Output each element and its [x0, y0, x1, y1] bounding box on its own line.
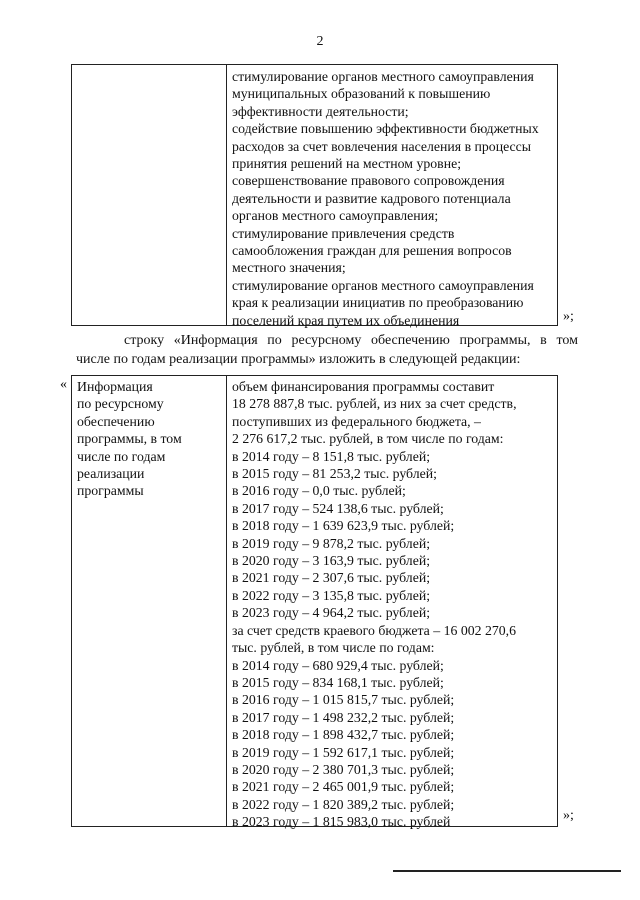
table2-text-line: в 2019 году – 1 592 617,1 тыс. рублей;: [232, 744, 455, 760]
table1-text-line: расходов за счет вовлечения населения в процессы: [232, 138, 532, 154]
table2-text-line: в 2021 году – 2 465 001,9 тыс. рублей;: [232, 779, 455, 795]
table1-text-line: органов местного самоуправления;: [232, 208, 439, 224]
table1-text-line: эффективности деятельности;: [232, 103, 409, 119]
table2-text-line: в 2020 году – 3 163,9 тыс. рублей;: [232, 553, 431, 569]
table2-text-line: в 2022 году – 1 820 389,2 тыс. рублей;: [232, 796, 455, 812]
table2-text-line: в 2017 году – 524 138,6 тыс. рублей;: [232, 500, 444, 516]
resource-provision-table: [71, 375, 558, 830]
table1-text-line: муниципальных образований к повышению: [232, 86, 491, 102]
table1-text-line: содействие повышению эффективности бюджетных: [232, 121, 539, 137]
table2-text-line: за счет средств краевого бюджета – 16 002 270,6: [232, 622, 517, 638]
table2-text-line: в 2023 году – 1 815 983,0 тыс. рублей: [232, 814, 451, 830]
table2-text-line: в 2023 году – 4 964,2 тыс. рублей;: [232, 605, 431, 621]
table1-text-line: стимулирование органов местного самоуправления: [232, 277, 534, 293]
table1-left-cell: [72, 65, 227, 325]
table1-text-line: стимулирование привлечения средств: [232, 225, 455, 241]
table2-text-line: 18 278 887,8 тыс. рублей, из них за счет средств,: [232, 396, 517, 412]
table2-label-line: программы: [77, 483, 144, 499]
table2-text-line: в 2014 году – 8 151,8 тыс. рублей;: [232, 448, 431, 464]
table2-text-line: в 2014 году – 680 929,4 тыс. рублей;: [232, 657, 444, 673]
table2-text-line: в 2016 году – 1 015 815,7 тыс. рублей;: [232, 692, 455, 708]
table2-text-line: поступивших из федерального бюджета, –: [232, 413, 481, 429]
table1-text-line: стимулирование органов местного самоуправления: [232, 69, 534, 84]
table2-text-line: в 2017 году – 1 498 232,2 тыс. рублей;: [232, 709, 455, 725]
table2-label-line: по ресурсному: [77, 396, 164, 412]
table2-label-line: реализации: [77, 466, 145, 482]
table1-text-line: края к реализации инициатив по преобразованию: [232, 295, 524, 311]
page-number: 2: [316, 34, 324, 49]
table1-text-line: деятельности и развитие кадрового потенциала: [232, 190, 511, 206]
table2-text-line: в 2021 году – 2 307,6 тыс. рублей;: [232, 570, 431, 586]
table1-close-quote: »;: [563, 309, 574, 324]
table2-text-line: тыс. рублей, в том числе по годам:: [232, 640, 435, 656]
table2-label-line: обеспечению: [77, 413, 155, 429]
table1-text-line: принятия решений на местном уровне;: [232, 156, 462, 172]
table2-text-line: в 2019 году – 9 878,2 тыс. рублей;: [232, 535, 431, 551]
table2-label-line: программы, в том: [77, 431, 182, 447]
table2-open-quote: «: [60, 377, 67, 392]
bottom-rule: [393, 870, 621, 872]
program-goals-table: [71, 64, 558, 326]
table1-text-line: местного значения;: [232, 260, 346, 276]
table2-label-line: числе по годам: [77, 448, 166, 464]
table2-left-cell: [72, 376, 227, 826]
table2-right-cell: [227, 376, 557, 830]
table2-text-line: в 2015 году – 81 253,2 тыс. рублей;: [232, 466, 437, 482]
table1-text-line: самообложения граждан для решения вопросов: [232, 243, 512, 259]
table2-text-line: объем финансирования программы составит: [232, 379, 495, 394]
table1-text-line: поселений края путем их объединения: [232, 312, 460, 328]
table2-text-line: в 2018 году – 1 898 432,7 тыс. рублей;: [232, 727, 455, 743]
table2-text-line: в 2016 году – 0,0 тыс. рублей;: [232, 483, 406, 499]
table2-text-line: в 2020 году – 2 380 701,3 тыс. рублей;: [232, 761, 455, 777]
table2-text-line: в 2022 году – 3 135,8 тыс. рублей;: [232, 587, 431, 603]
table2-text-line: в 2015 году – 834 168,1 тыс. рублей;: [232, 674, 444, 690]
table2-text-line: 2 276 617,2 тыс. рублей, в том числе по годам:: [232, 431, 504, 447]
paragraph-line-2: числе по годам реализации программы» изложить в следующей редакции:: [76, 352, 521, 367]
table1-text-line: совершенствование правового сопровождения: [232, 173, 505, 189]
table2-label-line: Информация: [77, 379, 153, 394]
amendment-paragraph: [76, 331, 578, 369]
table1-right-cell: [227, 65, 557, 328]
table2-close-quote: »;: [563, 808, 574, 823]
table2-text-line: в 2018 году – 1 639 623,9 тыс. рублей;: [232, 518, 455, 534]
paragraph-line-1: строку «Информация по ресурсному обеспечению программы, в том: [124, 333, 578, 348]
